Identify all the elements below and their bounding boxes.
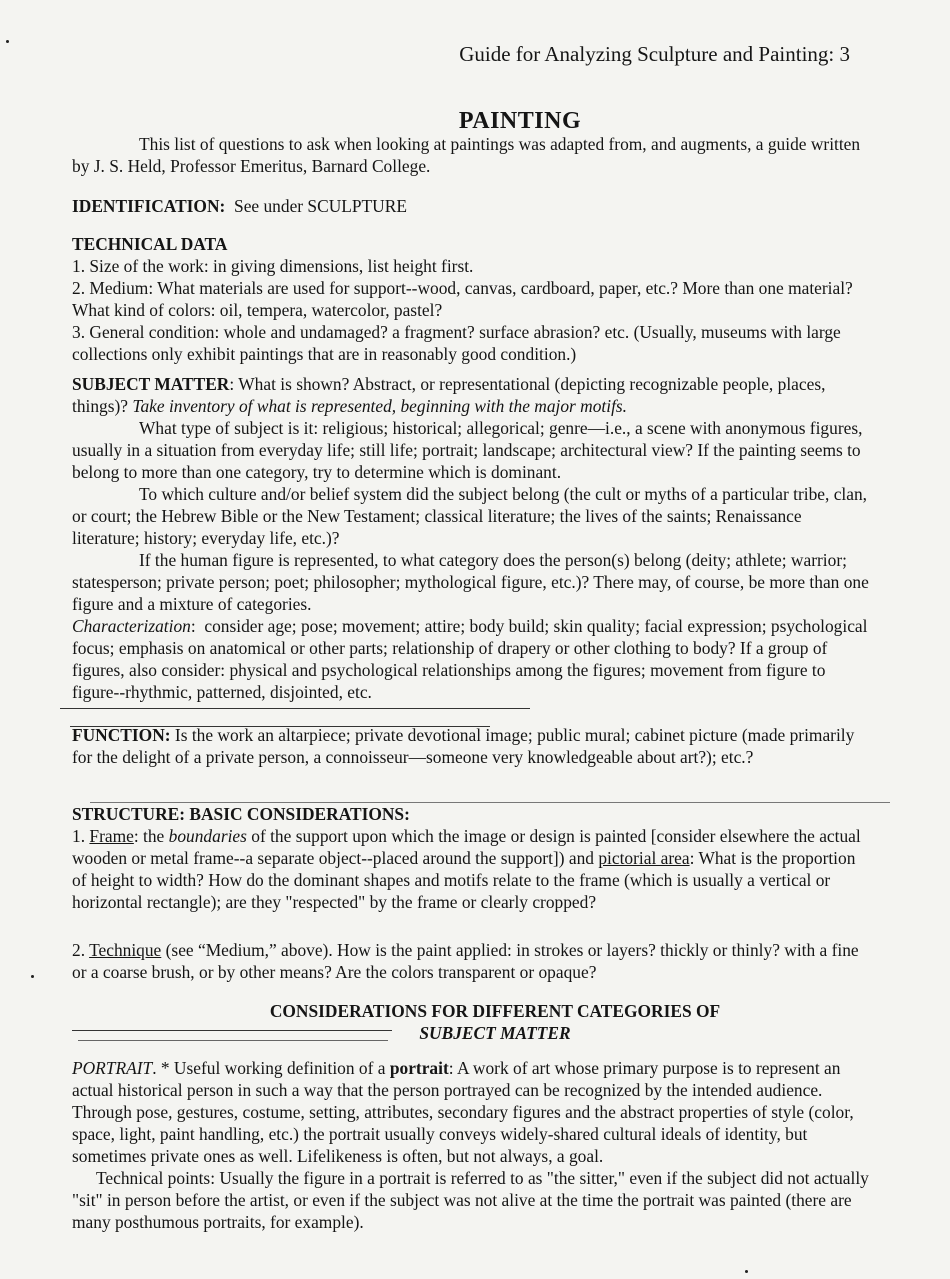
identification-text: See under SCULPTURE — [234, 196, 407, 216]
technique-text: (see “Medium,” above). How is the paint applied: in strokes or layers? thickly or thinly? with a fine or a coarse brush, or by other means? Are the colors transparent or opaque? — [72, 940, 859, 982]
subject-type-paragraph: What type of subject is it: religious; historical; allegorical; genre—i.e., a scene with anonymous figures, usually in a situation from everyday life; still life; portrait; landscape; architectural view? If the painting seems to belong to more than one category, try to determine which is dominant. — [72, 418, 863, 482]
frame-text: : the — [133, 826, 165, 846]
speck-mark — [745, 1270, 748, 1273]
function-text: Is the work an altarpiece; private devotional image; public mural; cabinet picture (made primarily for the delight of a private person, a connoisseur—someone very knowledgeable about art?); etc.? — [72, 725, 855, 767]
speck-mark — [31, 975, 34, 978]
characterization-label: Characterization — [72, 616, 191, 636]
portrait-definition: : A work of art whose primary purpose is to represent an actual historical person in such a way that the person portrayed can be recognized by the intended audience. Through pose, gestures, costume, setting, attributes, secondary figures and the abstract properties of style (color, space, light, paint handling, etc.) the portrait usually conveys widely-shared cultural ideals of identity, but sometimes private ones as well. Lifelikeness is often, but not always, a goal. — [72, 1058, 854, 1166]
frame-term: Frame — [89, 826, 134, 846]
subject-matter-section: SUBJECT MATTER: What is shown? Abstract, or representational (depicting recognizable people, places, things)? Take inventory of what is represented, beginning with the major motifs. What type of subject is it: religious; historical; allegorical; genre—i.e., a scene with anonymous figures, usually in a situation from everyday life; still life; portrait; landscape; architectural view? If the painting seems to belong to more than one category, try to determine which is dominant. To which culture and/or belief system did the subject belong (the cult or myths of a particular tribe, clan, or court; the Hebrew Bible or the New Testament; classical literature; the lives of the saints; Renaissance literature; history; everyday life, etc.)? If the human figure is represented, to what category does the person(s) belong (deity; athlete; warrior; statesperson; private person; poet; philosopher; mythological figure, etc.)? There may, of course, be more than one figure and a mixture of categories. Characterization: consider age; pose; movement; attire; body build; skin quality; facial expression; psychological focus; emphasis on anatomical or other parts; relationship of drapery or other clothing to body? If a group of figures, also consider: physical and psychological relationships among the figures; movement from figure to figure--rhythmic, patterned, disjointed, etc. — [72, 373, 872, 703]
culture-paragraph: To which culture and/or belief system did the subject belong (the cult or myths of a particular tribe, clan, or court; the Hebrew Bible or the New Testament; classical literature; the lives of the saints; Renaissance literature; history; everyday life, etc.)? — [72, 484, 868, 548]
portrait-section — [72, 1057, 872, 1233]
hand-drawn-line — [60, 708, 530, 709]
technical-item-medium: 2. Medium: What materials are used for support--wood, canvas, cardboard, paper, etc.? More than one material? What kind of colors: oil, tempera, watercolor, pastel? — [72, 278, 853, 320]
pictorial-area-text: : What is the proportion of height to width? How do the dominant shapes and motifs relate to the frame (which is usually a vertical or horizontal rectangle); are they "respected" by the frame or clearly cropped? — [72, 848, 856, 912]
boundaries-term: boundaries — [168, 826, 247, 846]
technical-data-heading: TECHNICAL DATA — [72, 234, 228, 254]
portrait-label: PORTRAIT — [72, 1058, 153, 1078]
portrait-technical-points: Technical points: Usually the figure in a portrait is referred to as "the sitter," even if the subject did not actually "sit" in person before the artist, or even if the subject was not alive at the time the portrait was painted (there are many posthumous portraits, for example). — [72, 1168, 869, 1232]
characterization-text: consider age; pose; movement; attire; body build; skin quality; facial expression; psychological focus; emphasis on anatomical or other parts; relationship of drapery or other clothing to body? If a group of figures, also consider: physical and psychological relationships among the figures; movement from figure to figure--rhythmic, patterned, disjointed, etc. — [72, 616, 868, 702]
structure-section — [72, 803, 872, 913]
categories-heading-line1: CONSIDERATIONS FOR DIFFERENT CATEGORIES OF — [269, 1001, 721, 1021]
identification-section: IDENTIFICATION: See under SCULPTURE — [72, 196, 407, 216]
speck-mark — [6, 40, 9, 43]
hand-drawn-line — [72, 1030, 392, 1031]
technique-number: 2. — [72, 940, 86, 960]
function-label: FUNCTION — [72, 725, 165, 745]
subject-matter-label: SUBJECT MATTER — [72, 374, 230, 394]
subject-matter-inventory-note: Take inventory of what is represented, beginning with the major motifs. — [132, 396, 628, 416]
portrait-term: portrait — [389, 1058, 449, 1078]
faint-line — [78, 1040, 388, 1041]
categories-heading-line2: SUBJECT MATTER — [419, 1023, 571, 1043]
page-title: PAINTING — [458, 108, 582, 134]
running-header: Guide for Analyzing Sculpture and Painting: 3 — [459, 42, 850, 66]
intro-paragraph: This list of questions to ask when looking at paintings was adapted from, and augments, a guide written by J. S. Held, Professor Emeritus, Barnard College. — [72, 134, 861, 176]
pictorial-area-term: pictorial area — [598, 848, 690, 868]
technical-item-size: 1. Size of the work: in giving dimensions, list height first. — [72, 256, 474, 276]
identification-label: IDENTIFICATION — [72, 196, 220, 216]
technique-section — [72, 939, 872, 983]
function-section: FUNCTION: Is the work an altarpiece; private devotional image; public mural; cabinet picture (made primarily for the delight of a private person, a connoisseur—someone very knowledgeable about art?); etc.? — [72, 725, 855, 767]
structure-heading: STRUCTURE: BASIC CONSIDERATIONS: — [72, 804, 410, 824]
portrait-lead: . * Useful working definition of a — [152, 1058, 386, 1078]
technical-item-condition: 3. General condition: whole and undamaged? a fragment? surface abrasion? etc. (Usually, museums with large collections only exhibit paintings that are in reasonably good condition.) — [72, 322, 841, 364]
human-figure-paragraph: If the human figure is represented, to what category does the person(s) belong (deity; athlete; warrior; statesperson; private person; poet; philosopher; mythological figure, etc.)? There may, of course, be more than one figure and a mixture of categories. — [72, 550, 869, 614]
subject-matter-p1: What is shown? Abstract, or representational (depicting recognizable people, places, things)? — [72, 374, 826, 416]
technique-term: Technique — [89, 940, 162, 960]
technical-data-section — [72, 233, 872, 365]
categories-heading — [150, 1000, 840, 1044]
structure-item-number: 1. — [72, 826, 86, 846]
frame-definition: of the support upon which the image or design is painted [consider elsewhere the actual wooden or metal frame--a separate object--placed around the support]) and — [72, 826, 861, 868]
